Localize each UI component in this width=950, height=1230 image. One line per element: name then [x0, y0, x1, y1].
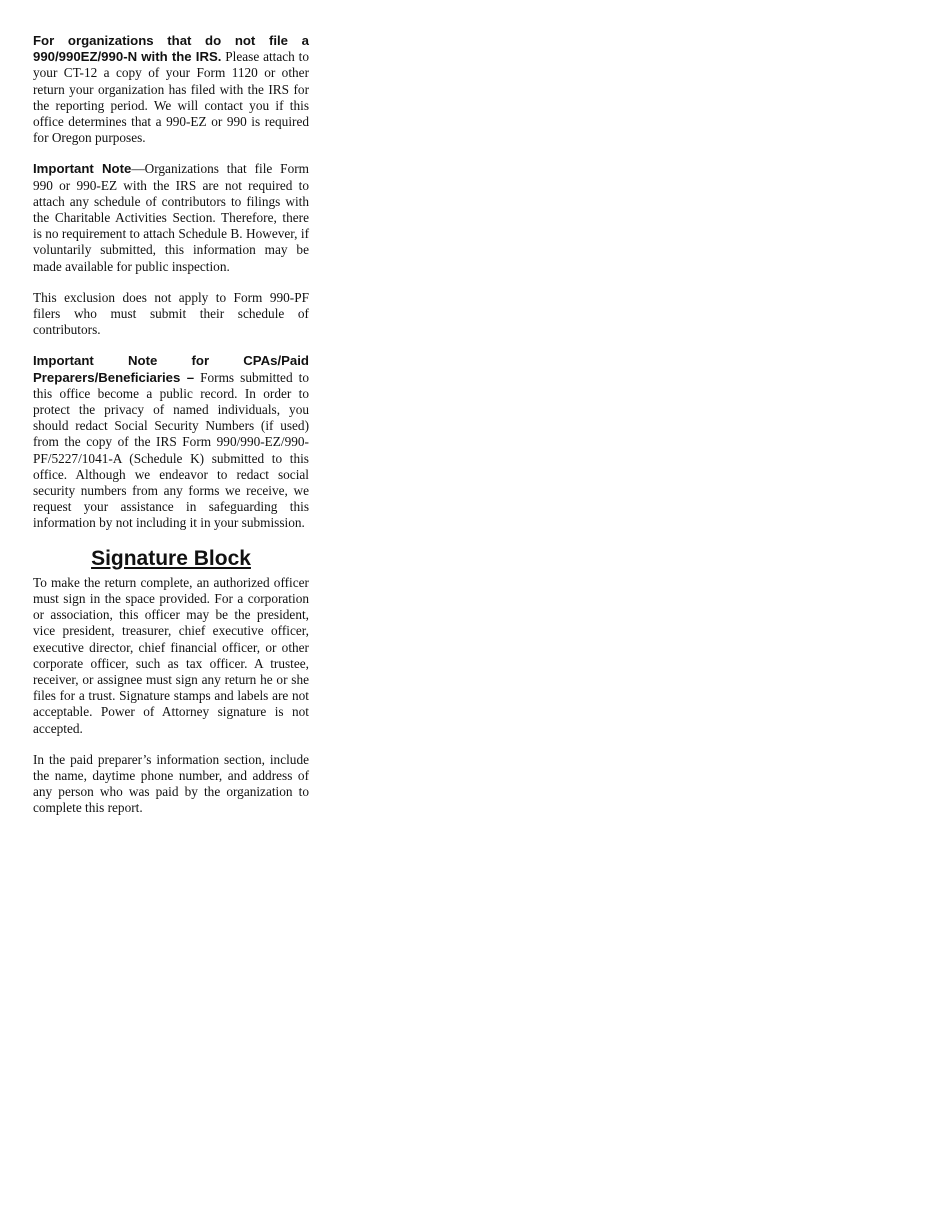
paragraph-body-cpa-note: Forms submitted to this office become a public record. In order to protect the privacy of named individuals, you should redact Social Security Numbers (if used) from the copy of the IRS Form 990/990-EZ/990-PF/5227/1041-A (Schedule K) submitted to this office. Although we endeavor to redact social security numbers from any forms we receive, we request your assistance in safeguarding this information by not including it in your submission. [33, 369, 309, 531]
paragraph-signature-requirements: To make the return complete, an authorized officer must sign in the space provided. For a corporation or association, this officer may be the president, vice president, treasurer, chief executive officer, executive director, chief financial officer, or other corporate officer, such as tax officer. A trustee, receiver, or assignee must sign any return he or she files for a trust. Signature stamps and labels are not acceptable. Power of Attorney signature is not accepted. [33, 574, 309, 736]
signature-block-heading: Signature Block [91, 546, 251, 570]
document-column [33, 33, 309, 832]
paragraph-important-note [33, 161, 309, 274]
paragraph-lead-important-note: Important Note [33, 161, 132, 177]
paragraph-lead-non-990-filers: For organizations that do not file a 990/990EZ/990-N with the IRS. [33, 33, 309, 65]
paragraph-non-990-filers [33, 33, 309, 146]
paragraph-lead-cpa-note: Important Note for CPAs/Paid Preparers/Beneficiaries – [33, 353, 309, 385]
paragraph-paid-preparer: In the paid preparer’s information section, include the name, daytime phone number, and address of any person who was paid by the organization to complete this report. [33, 751, 309, 816]
paragraph-body-non-990-filers: Please attach to your CT-12 a copy of your Form 1120 or other return your organization has filed with the IRS for the reporting period. We will contact you if this office determines that a 990-EZ or 990 is required for Oregon purposes. [33, 49, 309, 146]
paragraph-body-important-note: —Organizations that file Form 990 or 990-EZ with the IRS are not required to attach any schedule of contributors to filings with the Charitable Activities Section. Therefore, there is no requirement to attach Schedule B. However, if voluntarily submitted, this information may be made available for public inspection. [33, 161, 309, 274]
paragraph-body-exclusion: This exclusion does not apply to Form 990-PF filers who must submit their schedule of contributors. [33, 289, 309, 338]
paragraph-exclusion [33, 290, 309, 339]
paragraph-cpa-note [33, 353, 309, 531]
